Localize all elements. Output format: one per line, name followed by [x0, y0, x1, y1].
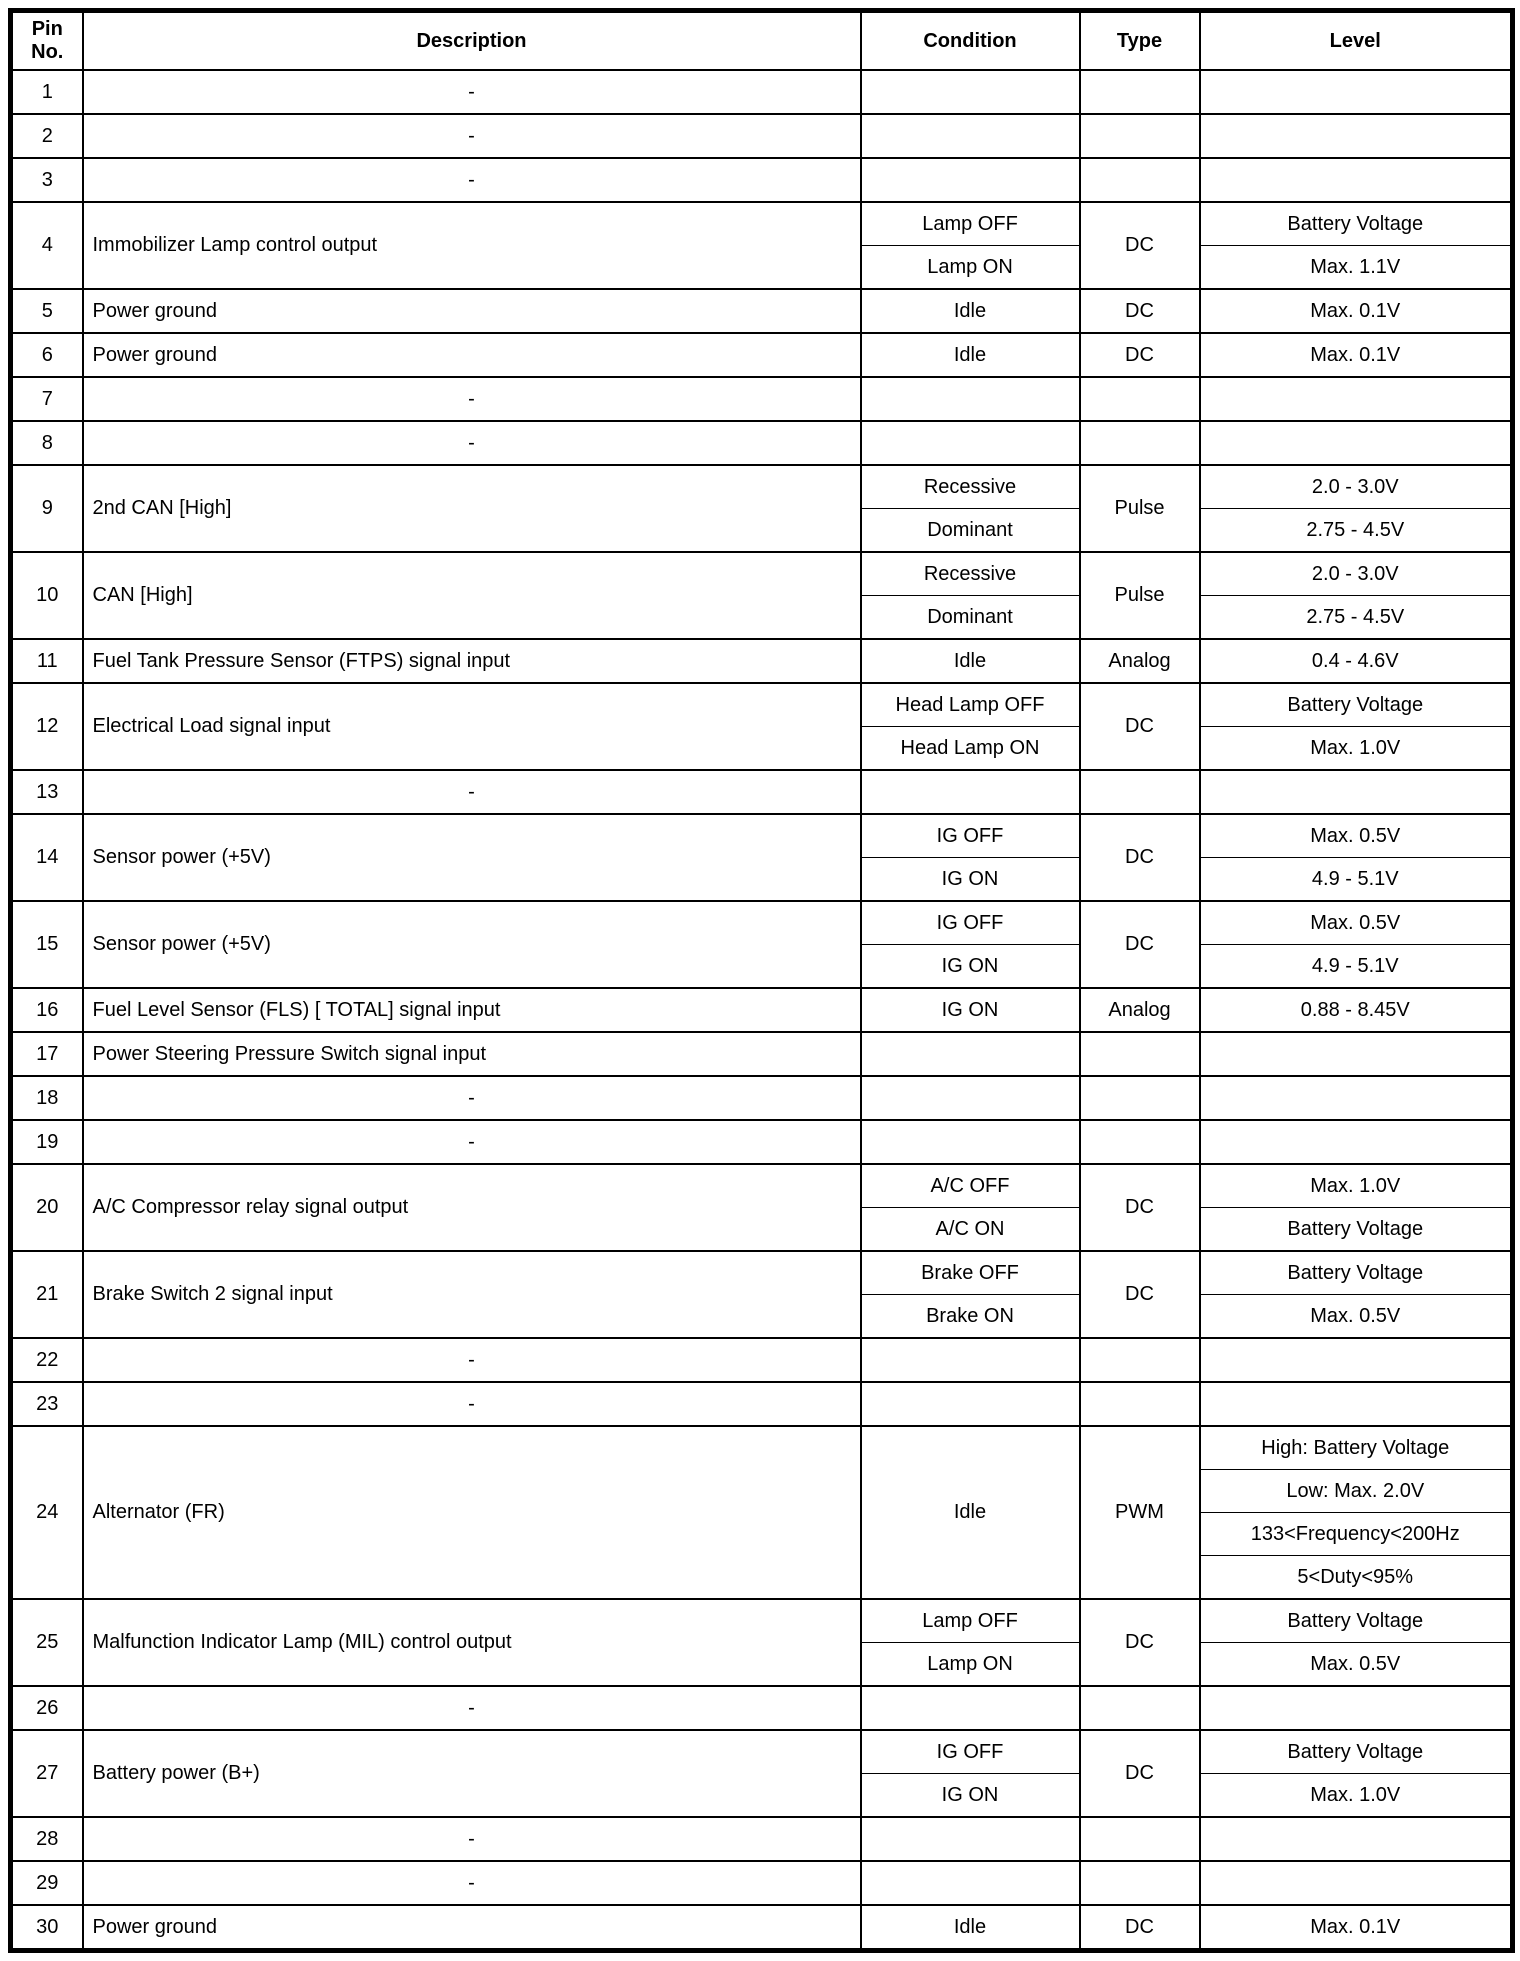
pin-level: 5<Duty<95% — [1200, 1556, 1513, 1600]
pin-number: 17 — [11, 1032, 83, 1076]
pin-type: DC — [1080, 1164, 1200, 1251]
pin-condition — [861, 770, 1080, 814]
pin-description: - — [83, 114, 861, 158]
pin-number: 4 — [11, 202, 83, 289]
pin-condition — [861, 1076, 1080, 1120]
table-row — [11, 1164, 1513, 1208]
pin-condition — [861, 114, 1080, 158]
pin-level — [1200, 70, 1513, 114]
pin-level — [1200, 377, 1513, 421]
table-row — [11, 158, 1513, 202]
pin-level: Low: Max. 2.0V — [1200, 1470, 1513, 1513]
pin-description: Malfunction Indicator Lamp (MIL) control output — [83, 1599, 861, 1686]
pin-number: 21 — [11, 1251, 83, 1338]
pin-level: 133<Frequency<200Hz — [1200, 1513, 1513, 1556]
pin-description: Power Steering Pressure Switch signal input — [83, 1032, 861, 1076]
pin-condition — [861, 1120, 1080, 1164]
pin-level — [1200, 421, 1513, 465]
pin-condition — [861, 421, 1080, 465]
header-type: Type — [1080, 11, 1200, 71]
pin-number: 16 — [11, 988, 83, 1032]
pin-type: Pulse — [1080, 465, 1200, 552]
pin-level: Max. 0.1V — [1200, 1905, 1513, 1951]
table-row — [11, 1686, 1513, 1730]
table-header-row — [11, 11, 1513, 71]
table-row — [11, 377, 1513, 421]
pin-level — [1200, 1120, 1513, 1164]
pin-type: DC — [1080, 1599, 1200, 1686]
pin-condition: Lamp ON — [861, 1643, 1080, 1687]
pin-condition: Recessive — [861, 465, 1080, 509]
pin-type: DC — [1080, 1905, 1200, 1951]
pin-level: Max. 0.5V — [1200, 814, 1513, 858]
table-row — [11, 202, 1513, 246]
pin-type: DC — [1080, 901, 1200, 988]
pin-level: High: Battery Voltage — [1200, 1426, 1513, 1470]
pin-condition: IG OFF — [861, 901, 1080, 945]
pin-level: 0.88 - 8.45V — [1200, 988, 1513, 1032]
pin-level: Battery Voltage — [1200, 1730, 1513, 1774]
pin-number: 30 — [11, 1905, 83, 1951]
pin-type — [1080, 70, 1200, 114]
pin-level: Battery Voltage — [1200, 1599, 1513, 1643]
pin-description: Power ground — [83, 289, 861, 333]
pin-description: - — [83, 770, 861, 814]
pin-type: DC — [1080, 1730, 1200, 1817]
pin-condition — [861, 70, 1080, 114]
pin-level: 2.0 - 3.0V — [1200, 465, 1513, 509]
pin-number: 22 — [11, 1338, 83, 1382]
pin-type — [1080, 421, 1200, 465]
pin-condition: Brake OFF — [861, 1251, 1080, 1295]
pin-number: 19 — [11, 1120, 83, 1164]
pin-level: Battery Voltage — [1200, 1251, 1513, 1295]
pin-level: Max. 0.5V — [1200, 1643, 1513, 1687]
header-pin-no: Pin No. — [11, 11, 83, 71]
header-condition: Condition — [861, 11, 1080, 71]
pin-level: Max. 0.1V — [1200, 333, 1513, 377]
pin-condition: Idle — [861, 639, 1080, 683]
pin-condition — [861, 1032, 1080, 1076]
pin-table-body — [11, 70, 1513, 1951]
table-row — [11, 770, 1513, 814]
pin-description: - — [83, 1338, 861, 1382]
pin-condition — [861, 1338, 1080, 1382]
pin-description: - — [83, 1861, 861, 1905]
pin-condition — [861, 1686, 1080, 1730]
pin-number: 11 — [11, 639, 83, 683]
pin-level — [1200, 1861, 1513, 1905]
table-row — [11, 1599, 1513, 1643]
pin-description: - — [83, 70, 861, 114]
pin-number: 23 — [11, 1382, 83, 1426]
pin-condition: Brake ON — [861, 1295, 1080, 1339]
pin-number: 13 — [11, 770, 83, 814]
pin-description: Power ground — [83, 1905, 861, 1951]
table-row — [11, 988, 1513, 1032]
pin-type — [1080, 770, 1200, 814]
pin-description: CAN [High] — [83, 552, 861, 639]
pin-level: Battery Voltage — [1200, 1208, 1513, 1252]
table-row — [11, 1730, 1513, 1774]
pin-number: 9 — [11, 465, 83, 552]
table-row — [11, 114, 1513, 158]
pin-number: 14 — [11, 814, 83, 901]
pin-level: Battery Voltage — [1200, 202, 1513, 246]
pin-level: Max. 0.1V — [1200, 289, 1513, 333]
pin-type: DC — [1080, 1251, 1200, 1338]
pin-number: 29 — [11, 1861, 83, 1905]
pin-description: - — [83, 1382, 861, 1426]
table-row — [11, 639, 1513, 683]
pin-level — [1200, 770, 1513, 814]
pin-condition: Lamp OFF — [861, 202, 1080, 246]
pin-number: 3 — [11, 158, 83, 202]
pin-description: Brake Switch 2 signal input — [83, 1251, 861, 1338]
pin-condition: A/C OFF — [861, 1164, 1080, 1208]
pin-number: 1 — [11, 70, 83, 114]
pin-condition: IG OFF — [861, 1730, 1080, 1774]
table-row — [11, 1905, 1513, 1951]
table-row — [11, 1861, 1513, 1905]
table-row — [11, 421, 1513, 465]
pin-description: - — [83, 377, 861, 421]
pin-condition: Dominant — [861, 596, 1080, 640]
pin-level — [1200, 158, 1513, 202]
table-row — [11, 901, 1513, 945]
table-row — [11, 1338, 1513, 1382]
pin-description: Battery power (B+) — [83, 1730, 861, 1817]
pin-condition: A/C ON — [861, 1208, 1080, 1252]
pin-type: DC — [1080, 202, 1200, 289]
pin-type — [1080, 1817, 1200, 1861]
pin-description: Immobilizer Lamp control output — [83, 202, 861, 289]
pin-number: 26 — [11, 1686, 83, 1730]
pin-type — [1080, 1686, 1200, 1730]
pin-condition: IG ON — [861, 945, 1080, 989]
pin-number: 27 — [11, 1730, 83, 1817]
table-row — [11, 289, 1513, 333]
pin-type: DC — [1080, 814, 1200, 901]
pin-number: 24 — [11, 1426, 83, 1599]
pin-condition — [861, 1382, 1080, 1426]
pin-condition: Idle — [861, 333, 1080, 377]
table-row — [11, 1076, 1513, 1120]
pin-type — [1080, 158, 1200, 202]
pin-level: Max. 0.5V — [1200, 1295, 1513, 1339]
pin-description: Fuel Tank Pressure Sensor (FTPS) signal input — [83, 639, 861, 683]
table-row — [11, 1120, 1513, 1164]
pin-level — [1200, 1686, 1513, 1730]
pin-condition — [861, 158, 1080, 202]
pin-description: - — [83, 158, 861, 202]
pin-assignment-table — [8, 8, 1515, 1953]
table-row — [11, 333, 1513, 377]
table-header — [11, 11, 1513, 71]
pin-description: Sensor power (+5V) — [83, 901, 861, 988]
table-row — [11, 1251, 1513, 1295]
pin-description: - — [83, 1076, 861, 1120]
pin-type — [1080, 1076, 1200, 1120]
pin-type: DC — [1080, 333, 1200, 377]
pin-type — [1080, 1338, 1200, 1382]
pin-condition: Head Lamp OFF — [861, 683, 1080, 727]
table-row — [11, 70, 1513, 114]
pin-level: Battery Voltage — [1200, 683, 1513, 727]
pin-number: 15 — [11, 901, 83, 988]
pin-condition — [861, 377, 1080, 421]
pin-number: 28 — [11, 1817, 83, 1861]
pin-description: Alternator (FR) — [83, 1426, 861, 1599]
table-row — [11, 1426, 1513, 1470]
pin-condition: IG ON — [861, 858, 1080, 902]
pin-level: 4.9 - 5.1V — [1200, 858, 1513, 902]
pin-condition: Dominant — [861, 509, 1080, 553]
pin-type: PWM — [1080, 1426, 1200, 1599]
pin-type: DC — [1080, 683, 1200, 770]
pin-level: Max. 1.0V — [1200, 1774, 1513, 1818]
pin-condition: Idle — [861, 1426, 1080, 1599]
pin-type — [1080, 1861, 1200, 1905]
pin-condition — [861, 1861, 1080, 1905]
table-row — [11, 683, 1513, 727]
pin-description: 2nd CAN [High] — [83, 465, 861, 552]
pin-number: 25 — [11, 1599, 83, 1686]
pin-description: Electrical Load signal input — [83, 683, 861, 770]
pin-level — [1200, 114, 1513, 158]
pin-type: Analog — [1080, 639, 1200, 683]
pin-description: - — [83, 1817, 861, 1861]
pin-condition: Head Lamp ON — [861, 727, 1080, 771]
pin-type — [1080, 377, 1200, 421]
pin-condition: Idle — [861, 289, 1080, 333]
pin-level: 2.75 - 4.5V — [1200, 596, 1513, 640]
pin-level — [1200, 1817, 1513, 1861]
pin-level: Max. 1.0V — [1200, 1164, 1513, 1208]
table-row — [11, 552, 1513, 596]
pin-number: 6 — [11, 333, 83, 377]
pin-level: 0.4 - 4.6V — [1200, 639, 1513, 683]
pin-description: - — [83, 1120, 861, 1164]
pin-description: Sensor power (+5V) — [83, 814, 861, 901]
pin-number: 2 — [11, 114, 83, 158]
table-row — [11, 465, 1513, 509]
pin-level: 2.75 - 4.5V — [1200, 509, 1513, 553]
pin-type — [1080, 1032, 1200, 1076]
pin-type — [1080, 114, 1200, 158]
pin-level: 4.9 - 5.1V — [1200, 945, 1513, 989]
pin-level — [1200, 1338, 1513, 1382]
pin-level: Max. 1.1V — [1200, 246, 1513, 290]
pin-description: Fuel Level Sensor (FLS) [ TOTAL] signal input — [83, 988, 861, 1032]
pin-number: 18 — [11, 1076, 83, 1120]
pin-condition: Recessive — [861, 552, 1080, 596]
pin-condition: IG ON — [861, 1774, 1080, 1818]
pin-level: Max. 0.5V — [1200, 901, 1513, 945]
pin-condition: IG OFF — [861, 814, 1080, 858]
pin-description: - — [83, 1686, 861, 1730]
table-row — [11, 1032, 1513, 1076]
pin-level: Max. 1.0V — [1200, 727, 1513, 771]
pin-number: 12 — [11, 683, 83, 770]
pin-number: 20 — [11, 1164, 83, 1251]
pin-type: DC — [1080, 289, 1200, 333]
table-row — [11, 1382, 1513, 1426]
pin-condition — [861, 1817, 1080, 1861]
pin-description: A/C Compressor relay signal output — [83, 1164, 861, 1251]
pin-condition: IG ON — [861, 988, 1080, 1032]
pin-type — [1080, 1120, 1200, 1164]
pin-number: 5 — [11, 289, 83, 333]
header-level: Level — [1200, 11, 1513, 71]
pin-number: 8 — [11, 421, 83, 465]
pin-condition: Lamp OFF — [861, 1599, 1080, 1643]
pin-level: 2.0 - 3.0V — [1200, 552, 1513, 596]
pin-description: - — [83, 421, 861, 465]
header-description: Description — [83, 11, 861, 71]
pin-level — [1200, 1076, 1513, 1120]
pin-number: 7 — [11, 377, 83, 421]
pin-type: Analog — [1080, 988, 1200, 1032]
pin-condition: Idle — [861, 1905, 1080, 1951]
table-row — [11, 814, 1513, 858]
pin-level — [1200, 1032, 1513, 1076]
pin-description: Power ground — [83, 333, 861, 377]
table-row — [11, 1817, 1513, 1861]
pin-level — [1200, 1382, 1513, 1426]
pin-type — [1080, 1382, 1200, 1426]
pin-type: Pulse — [1080, 552, 1200, 639]
pin-number: 10 — [11, 552, 83, 639]
pin-condition: Lamp ON — [861, 246, 1080, 290]
